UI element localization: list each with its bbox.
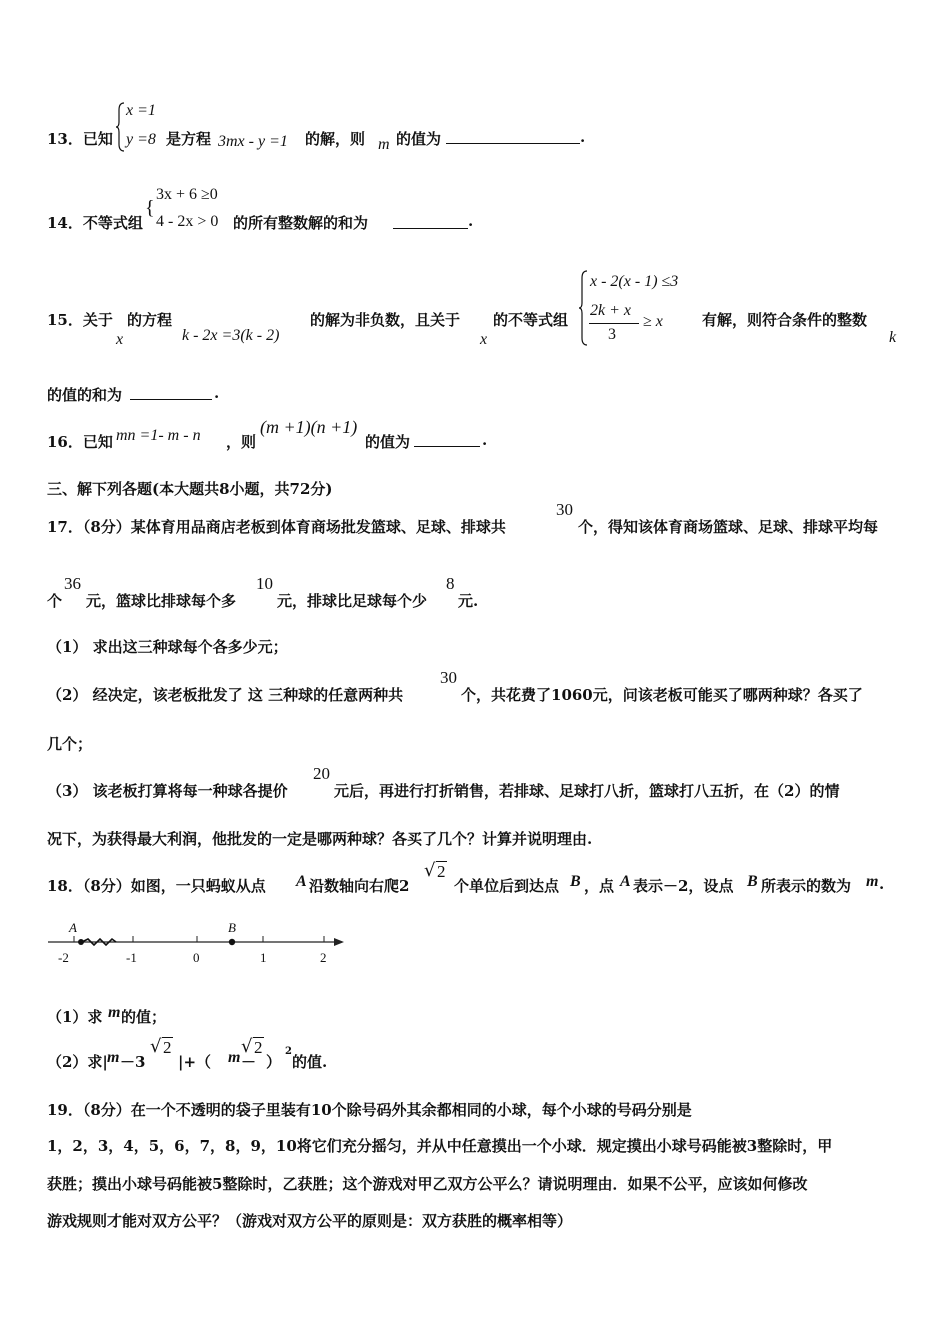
q18-part2a: （2）求| <box>47 1053 108 1071</box>
q18-part1-var-m: m <box>108 1004 121 1021</box>
q18-point-B: B <box>570 873 581 890</box>
q18-part1a: （1）求 <box>47 1008 103 1026</box>
q14-text1: 的所有整数解的和为 <box>233 214 369 232</box>
q14-system-line2: 4 - 2x > 0 <box>156 213 219 230</box>
q18-part2-var-m1: m <box>107 1049 120 1066</box>
q15-var-k: k <box>889 329 897 346</box>
q16-answer-blank[interactable] <box>414 446 480 447</box>
q13-equation: 3mx - y =1 <box>218 133 288 150</box>
q17-part2a: （2） 经决定，该老板批发了 这 三种球的任意两种共 <box>47 686 404 704</box>
tick-label-neg1: -1 <box>126 950 137 965</box>
q18-point-A-ref: A <box>620 873 631 890</box>
q18-sqrt-radicand: 2 <box>437 862 446 881</box>
q18-point-A: A <box>296 873 307 890</box>
q17-number-30b: 30 <box>440 668 457 687</box>
q18-part2-radicand-2: 2 <box>254 1038 263 1057</box>
q14-answer-blank[interactable] <box>393 228 468 229</box>
q18-line1b: 沿数轴向右爬2 <box>309 877 410 895</box>
q19-line2: 1，2，3，4，5，6，7，8，9，10将它们充分摇匀，并从中任意摸出一个小球．规定摸出小球号码能被3整除时，甲 <box>47 1137 833 1155</box>
q17-part2c: 几个； <box>47 735 93 753</box>
q13-var-m: m <box>378 136 390 153</box>
q17-line2b: 元，篮球比排球每个多 <box>86 592 237 610</box>
q15-answer-blank[interactable] <box>130 399 212 400</box>
q18-part2-sqrt-symbol-1: √ <box>150 1036 162 1057</box>
q13-answer-blank[interactable] <box>446 143 580 144</box>
q14-brace: { <box>145 197 155 219</box>
q16-expression: (m +1)(n +1) <box>260 417 358 437</box>
q15-fraction-bar <box>589 323 639 324</box>
q18-var-m: m <box>866 873 879 890</box>
q13-brace <box>116 102 126 152</box>
q13-number: 13．已知 <box>47 130 113 148</box>
q17-line2d: 元. <box>458 592 479 610</box>
q18-part2d: － <box>241 1053 257 1071</box>
q18-part2-var-m2: m <box>228 1049 241 1066</box>
q15-fraction-numerator: 2k + x <box>590 302 631 319</box>
q17-number-20: 20 <box>313 764 330 783</box>
tick-label-neg2: -2 <box>58 950 69 965</box>
tick-label-2: 2 <box>320 950 327 965</box>
q16-text1: ，则 <box>226 433 257 451</box>
q18-part2b: －3 <box>120 1053 146 1071</box>
section-3-heading: 三、解下列各题(本大题共8小题，共72分) <box>47 480 333 498</box>
number-line-arrow <box>334 938 344 946</box>
q17-part2b: 个，共花费了1060元，问该老板可能买了哪两种球？各买了 <box>461 686 863 704</box>
q15-text2: 的解为非负数，且关于 <box>310 311 461 329</box>
q18-line1d: ，点 <box>584 877 615 895</box>
q18-part1b: 的值； <box>121 1008 167 1026</box>
q13-system-line1: x =1 <box>126 102 156 119</box>
q17-line2a: 个 <box>47 592 63 610</box>
tick-label-0: 0 <box>193 950 200 965</box>
q14-period: . <box>468 212 474 230</box>
q16-number: 16．已知 <box>47 433 113 451</box>
q16-text2: 的值为 <box>365 433 411 451</box>
tick-label-1: 1 <box>260 950 267 965</box>
q18-line1a: 18．（8分）如图，一只蚂蚁从点 <box>47 877 266 895</box>
q18-line1c: 个单位后到达点 <box>454 877 560 895</box>
q15-text3: 的不等式组 <box>493 311 569 329</box>
q17-part3c: 况下，为获得最大利润，他批发的一定是哪两种球？各买了几个？计算并说明理由. <box>47 830 593 848</box>
q15-text1: 的方程 <box>127 311 173 329</box>
q18-line1e: 表示－2，设点 <box>633 877 734 895</box>
q15-inequality-line1: x - 2(x - 1) ≤3 <box>590 273 679 290</box>
q15-text4: 有解，则符合条件的整数 <box>702 311 868 329</box>
q14-number: 14．不等式组 <box>47 214 143 232</box>
q17-line1b: 个，得知该体育商场篮球、足球、排球平均每 <box>578 518 879 536</box>
q15-fraction-denominator: 3 <box>608 326 616 343</box>
q15-text5: 的值的和为 <box>47 386 123 404</box>
axis-label-B: B <box>228 920 236 935</box>
q13-period: . <box>580 128 586 146</box>
q14-system-line1: 3x + 6 ≥0 <box>156 186 218 203</box>
q17-part3b: 元后，再进行打折销售，若排球、足球打八折，篮球打八五折，在（2）的情 <box>334 782 840 800</box>
q19-line4: 游戏规则才能对双方公平？（游戏对双方公平的原则是：双方获胜的概率相等） <box>47 1212 573 1230</box>
q18-part2f: 的值. <box>292 1053 328 1071</box>
q17-number-36: 36 <box>64 574 81 593</box>
q15-equation: k - 2x =3(k - 2) <box>182 327 280 344</box>
point-B-dot <box>229 939 235 945</box>
q18-line1f: 所表示的数为 <box>761 877 852 895</box>
q15-period: . <box>214 384 220 402</box>
q15-number: 15．关于 <box>47 311 113 329</box>
q18-line1g: . <box>879 875 885 893</box>
q17-part3a: （3） 该老板打算将每一种球各提价 <box>47 782 288 800</box>
q13-text2: 的解，则 <box>305 130 366 148</box>
q18-part2c: |+（ <box>178 1053 212 1071</box>
q17-line1a: 17．（8分）某体育用品商店老板到体育商场批发篮球、足球、排球共 <box>47 518 506 536</box>
q19-line3: 获胜；摸出小球号码能被5整除时，乙获胜；这个游戏对甲乙双方公平么？请说明理由．如果不公平，应该如何修改 <box>47 1175 808 1193</box>
q15-inequality-rhs: ≥ x <box>643 313 663 330</box>
q17-part1: （1） 求出这三种球每个各多少元； <box>47 638 288 656</box>
q18-sqrt-symbol: √ <box>424 860 436 881</box>
q18-part2-sqrt-symbol-2: √ <box>241 1036 253 1057</box>
q16-equation: mn =1- m - n <box>116 427 201 444</box>
q19-line1: 19．（8分）在一个不透明的袋子里装有10个除号码外其余都相同的小球，每个小球的号码分别是 <box>47 1101 692 1119</box>
q13-text1: 是方程 <box>166 130 212 148</box>
q15-brace <box>579 270 589 346</box>
q17-line2c: 元，排球比足球每个少 <box>277 592 428 610</box>
q18-part2e: ） <box>266 1053 282 1071</box>
q18-part2-radicand-1: 2 <box>163 1038 172 1057</box>
q15-var-x2: x <box>480 331 488 348</box>
q17-number-30a: 30 <box>556 500 573 519</box>
q16-period: . <box>482 431 488 449</box>
q17-number-8: 8 <box>446 574 455 593</box>
axis-label-A: A <box>69 920 77 935</box>
q13-text3: 的值为 <box>396 130 442 148</box>
q13-system-line2: y =8 <box>126 131 156 148</box>
q18-point-B-ref: B <box>747 873 758 890</box>
q15-var-x1: x <box>116 331 124 348</box>
number-line-figure <box>44 918 354 974</box>
q17-number-10: 10 <box>256 574 273 593</box>
q18-part2-superscript: 2 <box>285 1046 292 1057</box>
